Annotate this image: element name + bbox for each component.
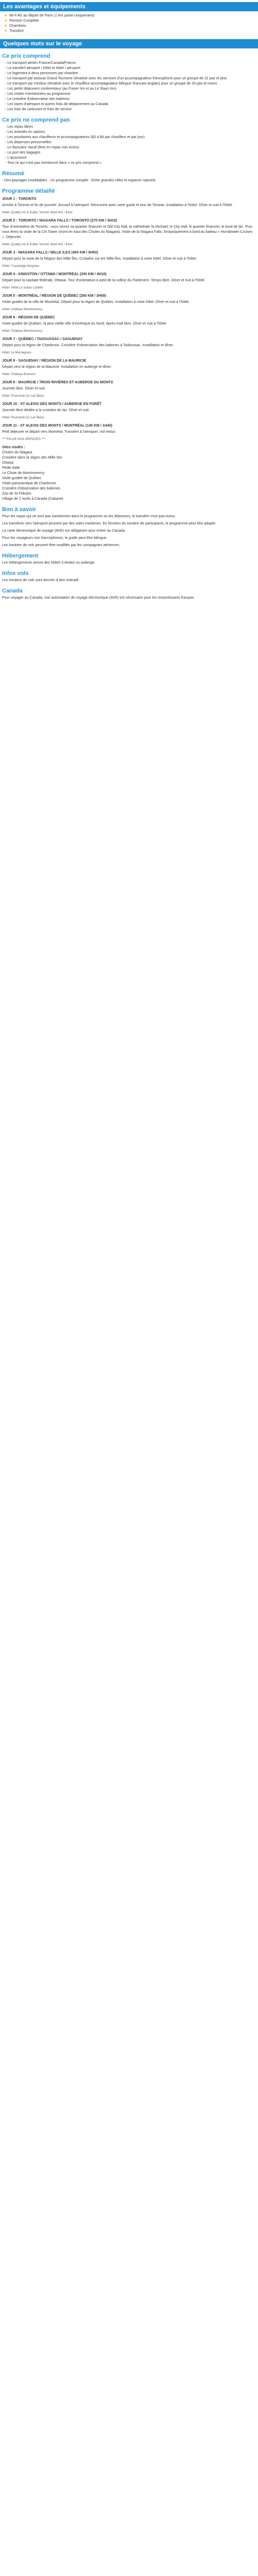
day-block bbox=[2, 423, 256, 442]
avantage-item: ★ Pension Complète bbox=[9, 19, 258, 24]
day-title: JOUR 2 - TORONTO / NIAGARA FALLS / TORONTO (270 KM / 3H10) bbox=[2, 219, 117, 223]
day-text: Départ pour la capitale fédérale, Ottawa. Tour d'orientation à pied de la colline du Parlement. Temps libre. Dîner et nuit à l'hôtel. bbox=[2, 279, 205, 282]
visite-item: Le Chute de Montmorency bbox=[2, 471, 45, 475]
visites-block bbox=[0, 445, 258, 502]
section-title-resume: Résumé bbox=[2, 171, 24, 177]
day-block bbox=[2, 380, 256, 399]
visite-item: Chutes du Niagara bbox=[2, 451, 33, 454]
avantage-item: ★ Wi-fi 4G au départ de Paris (1 ère partie uniquement) bbox=[9, 13, 258, 19]
day-title: JOUR 4 - KINGSTON / OTTAWA / MONTRÉAL (330 KM / 4H10) bbox=[2, 273, 107, 276]
bon-savoir-text: Pour les voyageurs non francophones, le guide peut être bilingue. bbox=[2, 536, 107, 540]
section-title-prix-comprend: Ce prix comprend bbox=[2, 53, 51, 59]
list-item: - Le Bancaire Vacaf (fées en repas non inclus) bbox=[5, 146, 79, 149]
day-text: Arrivée à Toronto et fin de journée. Accueil à l'aéroport. Rencontre avec votre guide et tour de Toronto. Installation à l'hôtel. Dîner et nuit à l'hôtel. bbox=[2, 204, 233, 207]
list-item: - L'assurance bbox=[5, 156, 27, 160]
list-item: - Le logement à deux personnes par chambre bbox=[5, 72, 78, 75]
list-item: - Le transport aérien France/Canada/France bbox=[5, 61, 76, 65]
day-hotel: Hôtel: Hôtel Le Suites Lobellé bbox=[2, 286, 43, 290]
day-title: JOUR 6 - RÉGION DE QUÉBEC bbox=[2, 316, 55, 319]
programme-list bbox=[0, 197, 258, 442]
day-text: Visite guidée de Québec, la plus vieille ville d'Amérique du Nord. Après-midi libre. Dîner et nuit à l'hôtel. bbox=[2, 322, 167, 326]
day-hotel: Hôtel: Le Montagnais bbox=[2, 351, 31, 354]
day-block bbox=[2, 272, 256, 291]
list-item: - Le port des bagages bbox=[5, 151, 41, 155]
prix-comprend-list bbox=[0, 61, 258, 112]
section-banner-voyage: Quelques mots sur le voyage bbox=[0, 39, 258, 48]
resume-text: - Des paysages inoubliables - Un programme complet - Entre grandes villes et espaces naturels. bbox=[2, 179, 157, 182]
day-text: Départ pour la route de la Région des Mille Îles. Croisière sur les Mille-Îles. Installation à votre hôtel. Dîner et nuit à l'hôtel. bbox=[2, 257, 197, 261]
day-title: JOUR 10 - ST ALEXIS DES MONTS / AUBERGE EN FORÊT bbox=[2, 402, 102, 406]
day-title: JOUR 5 - MONTRÉAL / RÉGION DE QUÉBEC (260 KM / 3H00) bbox=[2, 294, 106, 298]
visite-item: Petite Italie bbox=[2, 466, 20, 470]
day-hotel: Hôtel: Pourvoirie Du Lac Blanc bbox=[2, 416, 44, 419]
list-item: - Les pourboires aux chauffeurs et accompagnateurs ($3 à $4 par chauffeur et par jour) bbox=[5, 135, 145, 139]
bon-savoir-text: La carte électronique de voyage (AVE) est obligatoire pour entrer au Canada. bbox=[2, 529, 126, 533]
list-item: - Tout ce qui n'est pas mentionné dans « ce prix comprend » bbox=[5, 161, 102, 165]
day-hotel: *** FIN DE NOS SERVICES *** bbox=[2, 438, 45, 441]
day-hotel: Hôtel: Pourvoirie Du Lac Blanc bbox=[2, 395, 44, 398]
section-title-programme: Programme détaillé bbox=[2, 188, 55, 194]
day-block bbox=[2, 402, 256, 420]
day-block bbox=[2, 294, 256, 312]
day-block bbox=[2, 359, 256, 377]
avantage-item: ★ Chambres bbox=[9, 24, 258, 29]
visite-item: Croisière dans la région des Mille Iles bbox=[2, 456, 62, 460]
visite-item: Ottawa bbox=[2, 461, 14, 465]
day-block bbox=[2, 315, 256, 334]
canada-text: Pour voyager au Canada, une autorisation de voyage électronique (AVE) est nécessaire pour les ressortissants français. bbox=[2, 596, 195, 600]
section-title-bon-savoir: Bon à savoir bbox=[2, 506, 37, 513]
section-title-infos-vols: Infos vols bbox=[2, 570, 29, 577]
section-banner-avantages: Les avantages et équipements bbox=[0, 2, 258, 11]
day-text: Journée libre dédiée à la croisière du lac. Dîner et nuit. bbox=[2, 409, 90, 412]
list-item: - Le croisière d'observation des baleines bbox=[5, 97, 70, 101]
list-item: - Les dépenses personnelles bbox=[5, 141, 52, 144]
day-text: Visite guidée de la ville de Montréal. Départ pour la région de Québec. Installation à votre hôtel. Dîner et nuit à l'hôtel. bbox=[2, 300, 190, 304]
day-hotel: Hôtel: Travelodge Kingston bbox=[2, 265, 40, 268]
list-item: - Le transport par autocar Grand Tourisme climatisé avec les services d'un accompagnateur francophone pour un groupe de 22 pax et plus bbox=[5, 77, 227, 80]
day-hotel: Hôtel: Quality Inn & Suites Toronto West 401 / Etob. bbox=[2, 211, 73, 214]
day-text: Départ pour la région de Charlevoix. Croisière d'observation des baleines à Tadoussac. Installation et dîner. bbox=[2, 344, 174, 347]
day-text: Journée libre. Dîner et nuit. bbox=[2, 387, 46, 391]
list-item: - Le transfert aéroport / hôtel et hôtel / aéroport bbox=[5, 66, 80, 70]
day-text: Départ vers la région de la Mauricie. Installation en auberge et dîner. bbox=[2, 365, 112, 369]
day-hotel: Hôtel: Château Montmorency bbox=[2, 330, 43, 333]
bon-savoir-text: Pour les repas qui ne sont pas mentionnés dans le programme ou les déjeuners, le transfert n'est pas inclus. bbox=[2, 515, 176, 518]
visite-item: Village de 2 roulis à Canada (Cabane) bbox=[2, 497, 63, 501]
list-item: - Le transport par minibus climatisé avec le chauffeur-accompagnateur bilingue (francais-anglais) pour un groupe de 20 pax et moins bbox=[5, 82, 217, 86]
list-item: - Les frais de carburant et frais de service bbox=[5, 108, 72, 111]
day-hotel: Hôtel: Quality Inn & Suites Toronto West 401 / Etob. bbox=[2, 243, 73, 246]
day-title: JOUR 8 - SAGUENAY / RÉGION DE LA MAURICIE bbox=[2, 359, 87, 363]
day-title: JOUR 7 - QUÉBEC / TADOUSSAC / SAGUENAY bbox=[2, 337, 83, 341]
list-item: - Les petits déjeuners continentaux (au Fraser Inn et au Le Stays Inn) bbox=[5, 87, 117, 91]
bon-savoir-text: Les horaires de vols peuvent être modifiés par les compagnies aériennes. bbox=[2, 544, 120, 547]
day-block bbox=[2, 218, 256, 247]
day-title: JOUR 3 - NIAGARA FALLS / MILLE ILES (450 KM / 5H50) bbox=[2, 251, 99, 255]
day-title: JOUR 1 - TORONTO bbox=[2, 197, 37, 201]
list-item: - Les visites mentionnées au programme bbox=[5, 92, 71, 96]
day-block bbox=[2, 337, 256, 355]
list-item: - Les activités en options bbox=[5, 130, 45, 134]
day-title: JOUR 11 - ST ALEXIS DES MONTS / MONTRÉAL (140 KM / 1H40) bbox=[2, 424, 112, 428]
day-block bbox=[2, 197, 256, 215]
bon-savoir-text: Les transferts vers l'aéroport peuvent par des voies maritimes. En fonction du nombre de participants, le programme peut être adapté. bbox=[2, 522, 216, 526]
visite-item: Zoo de St Félicien bbox=[2, 492, 31, 496]
section-title-canada: Canada bbox=[2, 588, 23, 594]
prix-ne-comprend-list bbox=[0, 125, 258, 166]
day-hotel: Hôtel: Château Montmorency bbox=[2, 308, 43, 311]
bon-savoir-block bbox=[0, 514, 258, 548]
day-text: Petit déjeuner et départ vers Montréal. Transfert à l'aéroport. Vol retour. bbox=[2, 430, 116, 434]
avantage-item: ★ Transfert bbox=[9, 29, 258, 34]
day-text: Tour d'orientation de Toronto : vous verrez sa quartier financier et Old City Hall, la cathédrale St Michael, le City Hall, le quartier financier, le bord de lac. Puis vous ferez la visite de la CN Tower (mont en haut des Chutes du Niagara). Visite de la Niagara Falls. Embarquement à bord du bateau « Hornblower Cruises ». Déjeuner. bbox=[2, 225, 253, 239]
day-title: JOUR 9 - MAURICIE / TROIS-RIVIÈRES ET AUBERGE DU MONTS bbox=[2, 381, 114, 384]
infos-vols-text: Les horaires de vols sont donnés à titre indicatif. bbox=[2, 579, 79, 582]
list-item: - Les repas libres bbox=[5, 125, 33, 129]
visite-item: Croisière d'observation des baleines bbox=[2, 487, 60, 490]
section-title-hebergement: Hébergement bbox=[2, 553, 39, 559]
section-title-prix-ne-comprend: Ce prix ne comprend pas bbox=[2, 117, 70, 123]
day-hotel: Hôtel: Chateau Bromont bbox=[2, 373, 36, 376]
list-item: - Les taxes d'aéroport et autres frais de déplacement au Canada bbox=[5, 103, 108, 106]
visite-item: Visite panoramique de Charlevoix bbox=[2, 482, 56, 485]
avantages-list bbox=[0, 13, 258, 34]
visite-item: Visite guidée de Québec bbox=[2, 477, 42, 480]
day-block bbox=[2, 250, 256, 269]
visites-title: Sites visités : bbox=[2, 446, 25, 449]
hebergement-text: Les hébergements seront des hôtels 3 étoiles ou auberge. bbox=[2, 561, 95, 565]
